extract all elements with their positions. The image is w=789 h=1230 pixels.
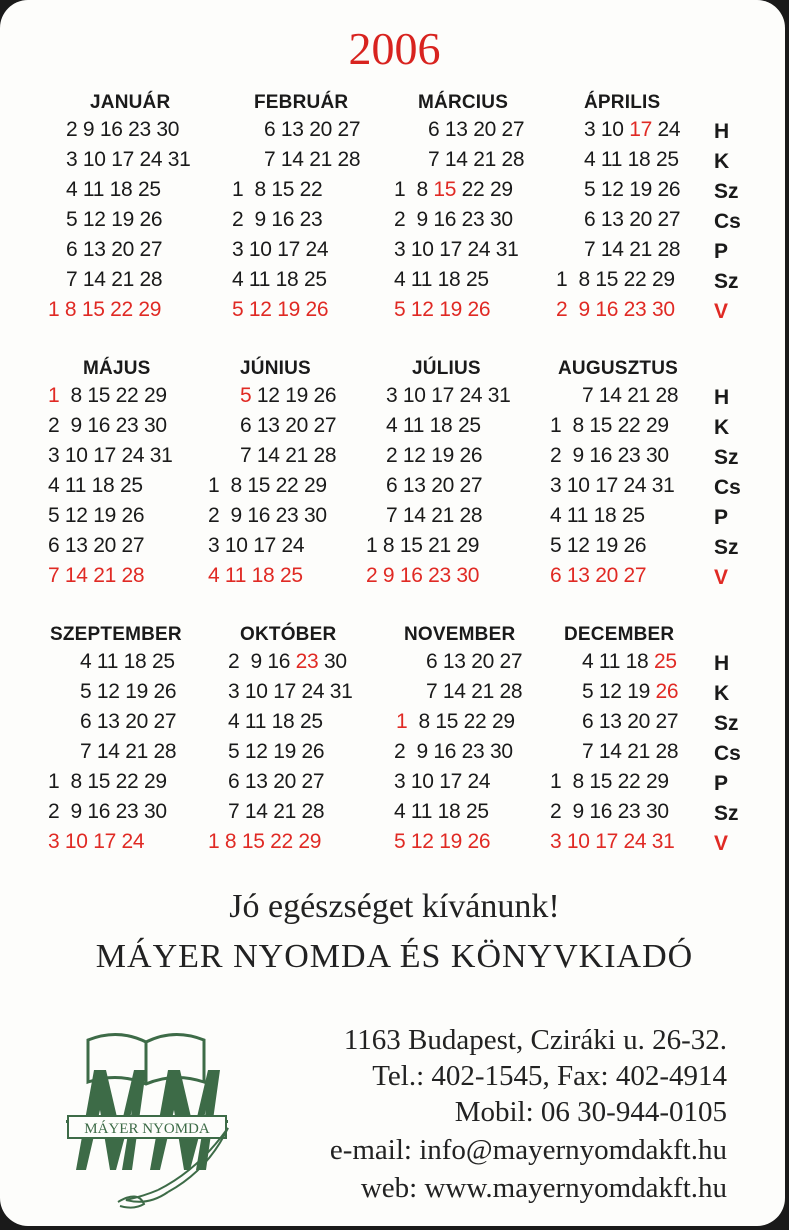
week-row xyxy=(394,830,490,854)
week-row xyxy=(240,414,336,438)
days: 6 13 20 27 xyxy=(386,474,483,497)
days: 5 12 19 26 xyxy=(66,208,163,231)
days: 6 13 20 27 xyxy=(584,208,681,231)
week-row xyxy=(550,504,645,528)
holiday-days: 1 xyxy=(396,710,408,733)
week-row xyxy=(582,680,678,704)
month-name: JANUÁR xyxy=(90,92,171,113)
month-name: SZEPTEMBER xyxy=(50,624,182,645)
days: 3 10 17 24 xyxy=(394,770,491,793)
week-row xyxy=(240,444,336,468)
week-row xyxy=(394,208,513,232)
week-row xyxy=(48,564,144,588)
week-row xyxy=(550,414,669,438)
days: 1 8 15 22 xyxy=(232,178,323,201)
day-label: Sz xyxy=(714,180,739,203)
week-row xyxy=(48,534,144,558)
days: 3 10 17 24 xyxy=(208,534,305,557)
week-row xyxy=(80,680,176,704)
days: 1 8 15 22 29 xyxy=(208,474,327,497)
days: 5 12 19 26 xyxy=(228,740,325,763)
day-label: V xyxy=(714,832,729,855)
day-label: V xyxy=(714,300,729,323)
days: 1 8 15 22 29 xyxy=(48,770,167,793)
week-row xyxy=(550,800,669,824)
week-row xyxy=(264,148,360,172)
day-label: Cs xyxy=(714,476,741,499)
day-label: Cs xyxy=(714,210,741,233)
days: 3 10 17 24 31 xyxy=(66,148,191,171)
days: 7 14 21 28 xyxy=(584,238,681,261)
days: 7 14 21 28 xyxy=(582,740,679,763)
day-label: Sz xyxy=(714,712,739,735)
week-row xyxy=(584,208,680,232)
holiday-days: 3 10 17 24 xyxy=(48,830,145,853)
month-name: JÚNIUS xyxy=(240,358,311,379)
days: 6 13 20 27 xyxy=(228,770,325,793)
days: 3 10 xyxy=(584,118,630,141)
day-label: Sz xyxy=(714,446,739,469)
week-row xyxy=(66,118,179,142)
days: 4 11 18 25 xyxy=(394,268,489,291)
days: 8 15 22 29 xyxy=(407,710,515,733)
week-row xyxy=(208,564,303,588)
week-row xyxy=(228,680,353,704)
week-row xyxy=(394,298,490,322)
day-label: K xyxy=(714,682,730,705)
week-row xyxy=(48,298,161,322)
week-row xyxy=(240,384,336,408)
holiday-days: 5 12 19 26 xyxy=(394,298,491,321)
week-row xyxy=(366,534,479,558)
days: 4 11 18 25 xyxy=(394,800,489,823)
week-row xyxy=(584,118,680,142)
week-row xyxy=(48,800,167,824)
day-label: P xyxy=(714,240,729,263)
holiday-days: 5 xyxy=(240,384,252,407)
month-name: MÁJUS xyxy=(83,358,151,379)
email-text: e-mail: info@mayernyomdakft.hu xyxy=(329,1134,727,1166)
week-row xyxy=(228,710,323,734)
week-row xyxy=(208,474,327,498)
week-row xyxy=(208,504,327,528)
days: 2 9 16 23 30 xyxy=(48,800,167,823)
days: 2 9 16 23 30 xyxy=(550,800,669,823)
days: 7 14 21 28 xyxy=(240,444,337,467)
days: 5 12 19 xyxy=(582,680,656,703)
address-text: 1163 Budapest, Cziráki u. 26-32. xyxy=(343,1024,727,1056)
holiday-days: 17 xyxy=(629,118,652,141)
week-row xyxy=(582,384,678,408)
days: 7 14 21 28 xyxy=(66,268,163,291)
days: 5 12 19 26 xyxy=(48,504,145,527)
days: 4 11 18 25 xyxy=(550,504,645,527)
day-label: H xyxy=(714,386,730,409)
holiday-days: 23 xyxy=(295,650,319,673)
week-row xyxy=(232,298,328,322)
day-label: P xyxy=(714,772,729,795)
week-row xyxy=(394,238,519,262)
month-name: OKTÓBER xyxy=(240,624,337,645)
holiday-days: 1 8 15 22 29 xyxy=(208,830,322,853)
month-name: JÚLIUS xyxy=(412,358,481,379)
holiday-days: 2 9 16 23 30 xyxy=(556,298,675,321)
days: 4 11 18 25 xyxy=(386,414,481,437)
days: 1 8 15 22 29 xyxy=(550,414,669,437)
days: 2 9 16 23 30 xyxy=(394,740,513,763)
week-row xyxy=(426,650,522,674)
week-row xyxy=(394,770,490,794)
days: 4 11 18 25 xyxy=(228,710,323,733)
week-row xyxy=(550,474,675,498)
week-row xyxy=(550,534,646,558)
day-label: H xyxy=(714,120,730,143)
week-row xyxy=(228,740,324,764)
days: 3 10 17 24 31 xyxy=(228,680,353,703)
mobile-text: Mobil: 06 30-944-0105 xyxy=(454,1096,727,1128)
week-row xyxy=(584,238,680,262)
week-row xyxy=(584,178,680,202)
days: 2 9 16 23 30 xyxy=(66,118,180,141)
greeting-text: Jó egészséget kívánunk! xyxy=(229,888,560,925)
week-row xyxy=(556,298,675,322)
days: 2 9 16 23 30 xyxy=(48,414,167,437)
days: 2 9 16 23 xyxy=(232,208,323,231)
days: 3 10 17 24 31 xyxy=(394,238,519,261)
days: 3 10 17 24 31 xyxy=(386,384,511,407)
week-row xyxy=(232,268,327,292)
week-row xyxy=(582,650,677,674)
week-row xyxy=(80,740,176,764)
days: 7 14 21 28 xyxy=(264,148,361,171)
day-label: K xyxy=(714,416,730,439)
company-name: MÁYER NYOMDA ÉS KÖNYVKIADÓ xyxy=(95,938,694,975)
week-row xyxy=(48,414,167,438)
week-row xyxy=(428,118,524,142)
week-row xyxy=(550,770,669,794)
week-row xyxy=(550,830,675,854)
days: 7 14 21 28 xyxy=(80,740,177,763)
days: 1 8 xyxy=(394,178,434,201)
day-label: P xyxy=(714,506,729,529)
days: 4 11 18 25 xyxy=(48,474,143,497)
week-row xyxy=(550,444,669,468)
day-label: H xyxy=(714,652,730,675)
days: 6 13 20 27 xyxy=(80,710,177,733)
holiday-days: 1 xyxy=(48,384,60,407)
week-row xyxy=(48,770,167,794)
day-label: Cs xyxy=(714,742,741,765)
week-row xyxy=(228,770,324,794)
month-name: FEBRUÁR xyxy=(254,92,349,113)
week-row xyxy=(208,830,321,854)
days: 3 10 17 24 31 xyxy=(550,474,675,497)
days: 8 15 22 29 xyxy=(59,384,167,407)
week-row xyxy=(396,710,515,734)
holiday-days: 25 xyxy=(653,650,677,673)
days: 1 8 15 22 29 xyxy=(556,268,675,291)
days: 6 13 20 27 xyxy=(582,710,679,733)
week-row xyxy=(48,504,144,528)
days: 6 13 20 27 xyxy=(428,118,525,141)
holiday-days: 6 13 20 27 xyxy=(550,564,647,587)
days: 4 11 18 25 xyxy=(232,268,327,291)
week-row xyxy=(386,444,482,468)
web-text: web: www.mayernyomdakft.hu xyxy=(360,1172,727,1204)
days: 5 12 19 26 xyxy=(584,178,681,201)
days: 6 13 20 27 xyxy=(426,650,523,673)
days: 7 14 21 28 xyxy=(386,504,483,527)
holiday-days: 5 12 19 26 xyxy=(232,298,329,321)
week-row xyxy=(80,710,176,734)
days: 6 13 20 27 xyxy=(66,238,163,261)
days: 7 14 21 28 xyxy=(582,384,679,407)
week-row xyxy=(48,474,143,498)
holiday-days: 2 9 16 23 30 xyxy=(366,564,480,587)
holiday-days: 7 14 21 28 xyxy=(48,564,145,587)
days: 24 xyxy=(651,118,681,141)
week-row xyxy=(232,178,322,202)
week-row xyxy=(66,148,191,172)
year-title: 2006 xyxy=(348,23,441,74)
month-name: MÁRCIUS xyxy=(418,92,509,113)
days: 7 14 21 28 xyxy=(228,800,325,823)
days: 2 9 16 23 30 xyxy=(550,444,669,467)
days: 4 11 18 xyxy=(582,650,654,673)
holiday-days: 3 10 17 24 31 xyxy=(550,830,675,853)
week-row xyxy=(556,268,675,292)
week-row xyxy=(66,268,162,292)
week-row xyxy=(394,178,513,202)
week-row xyxy=(428,148,524,172)
days: 2 9 16 23 30 xyxy=(208,504,327,527)
phone-text: Tel.: 402-1545, Fax: 402-4914 xyxy=(372,1060,727,1092)
days: 6 13 20 27 xyxy=(240,414,337,437)
days: 3 10 17 24 xyxy=(232,238,329,261)
month-name: NOVEMBER xyxy=(404,624,516,645)
day-label: Sz xyxy=(714,270,739,293)
week-row xyxy=(208,534,304,558)
days: 12 19 26 xyxy=(251,384,337,407)
days: 7 14 21 28 xyxy=(426,680,523,703)
week-row xyxy=(66,178,161,202)
days: 4 11 18 25 xyxy=(80,650,175,673)
week-row xyxy=(48,830,144,854)
week-row xyxy=(394,740,513,764)
week-row xyxy=(550,564,646,588)
days: 5 12 19 26 xyxy=(550,534,647,557)
week-row xyxy=(80,650,175,674)
days: 22 29 xyxy=(456,178,513,201)
day-label: Sz xyxy=(714,536,739,559)
week-row xyxy=(228,650,347,674)
days: 7 14 21 28 xyxy=(428,148,525,171)
week-row xyxy=(366,564,479,588)
week-row xyxy=(48,384,167,408)
days: 4 11 18 25 xyxy=(66,178,161,201)
days: 6 13 20 27 xyxy=(264,118,361,141)
week-row xyxy=(582,710,678,734)
week-row xyxy=(386,384,511,408)
holiday-days: 15 xyxy=(433,178,457,201)
logo-text: MÁYER NYOMDA xyxy=(84,1121,210,1137)
days: 30 xyxy=(318,650,347,673)
days: 2 12 19 26 xyxy=(386,444,483,467)
days: 2 9 16 23 30 xyxy=(394,208,513,231)
days: 5 12 19 26 xyxy=(80,680,177,703)
month-name: ÁPRILIS xyxy=(584,92,661,113)
week-row xyxy=(584,148,679,172)
week-row xyxy=(232,208,322,232)
week-row xyxy=(426,680,522,704)
day-label: K xyxy=(714,150,730,173)
week-row xyxy=(386,414,481,438)
holiday-days: 26 xyxy=(655,680,679,703)
days: 1 8 15 22 29 xyxy=(550,770,669,793)
day-label: Sz xyxy=(714,802,739,825)
days: 6 13 20 27 xyxy=(48,534,145,557)
days: 4 11 18 25 xyxy=(584,148,679,171)
days: 1 8 15 21 29 xyxy=(366,534,480,557)
week-row xyxy=(394,268,489,292)
week-row xyxy=(66,208,162,232)
holiday-days: 1 8 15 22 29 xyxy=(48,298,162,321)
month-name: AUGUSZTUS xyxy=(558,358,679,379)
week-row xyxy=(386,474,482,498)
week-row xyxy=(48,444,173,468)
week-row xyxy=(394,800,489,824)
holiday-days: 4 11 18 25 xyxy=(208,564,303,587)
days: 3 10 17 24 31 xyxy=(48,444,173,467)
week-row xyxy=(232,238,328,262)
month-name: DECEMBER xyxy=(564,624,675,645)
day-label: V xyxy=(714,566,729,589)
days: 2 9 16 xyxy=(228,650,296,673)
holiday-days: 5 12 19 26 xyxy=(394,830,491,853)
week-row xyxy=(228,800,324,824)
mayer-nyomda-logo-icon xyxy=(48,1020,246,1210)
week-row xyxy=(66,238,162,262)
week-row xyxy=(264,118,360,142)
week-row xyxy=(582,740,678,764)
week-row xyxy=(386,504,482,528)
